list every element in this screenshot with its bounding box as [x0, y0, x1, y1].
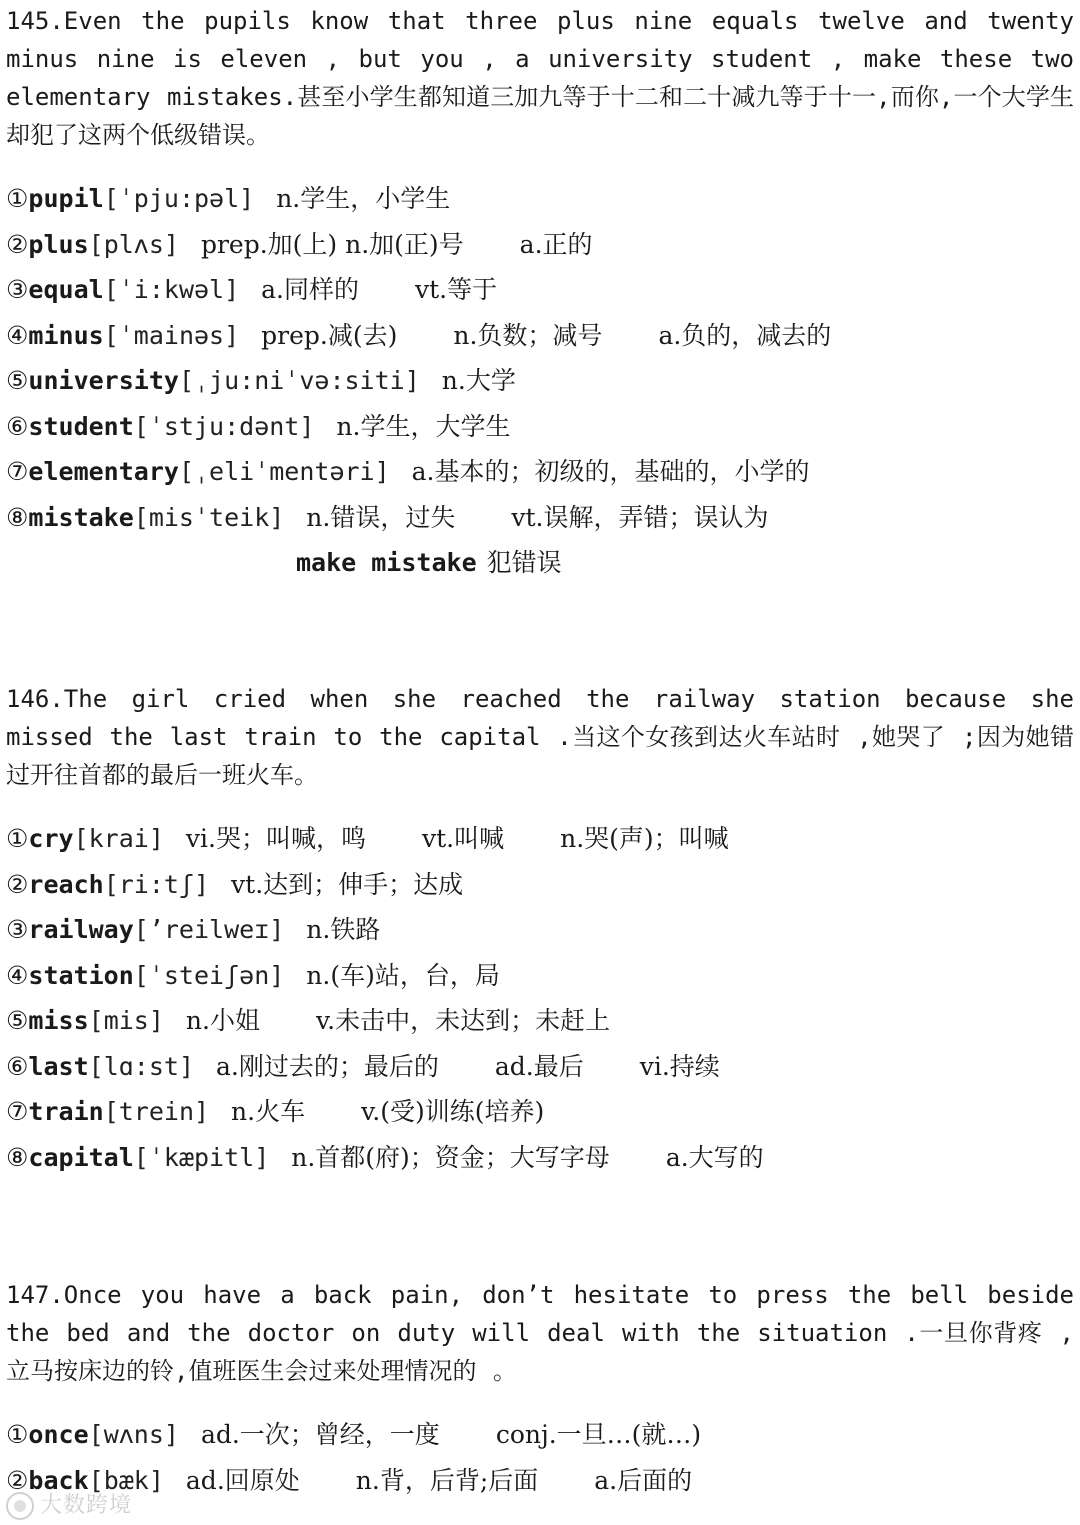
item-number: ⑦ — [6, 1097, 29, 1126]
vocab-row — [6, 953, 1074, 999]
phonetic: [wʌns] — [88, 1420, 179, 1449]
vocab-row — [6, 1044, 1074, 1090]
vocab-word: miss — [28, 1006, 89, 1035]
vocab-word: cry — [28, 824, 74, 853]
item-number: ① — [6, 824, 29, 853]
vocab-word: plus — [28, 229, 89, 259]
definition: prep.减(去) — [261, 320, 398, 350]
definition: ad.最后 — [494, 1051, 584, 1081]
definition: vt.误解，弄错；误认为 — [511, 502, 769, 532]
phonetic: [’reilweɪ] — [133, 915, 285, 944]
definition: ad.一次；曾经，一度 — [200, 1420, 440, 1449]
definition: a.大写的 — [665, 1142, 764, 1172]
definition: v.未击中，未达到；未赶上 — [315, 1006, 611, 1035]
vocab-row — [6, 495, 1074, 541]
phonetic: [ˈstju:dənt] — [133, 411, 315, 441]
entry-146 — [6, 680, 1074, 1180]
definition: vt.达到；伸手；达成 — [231, 869, 464, 899]
phonetic: [ˈsteiʃən] — [133, 960, 285, 990]
watermark — [6, 1488, 132, 1520]
vocab-word: elementary — [28, 457, 179, 486]
phonetic: [ˈi:kwəl] — [103, 275, 240, 304]
example-sentence: 147.Once you have a back pain, don’t hesitate to press the bell beside the bed and the doctor on duty will deal with the situation .一旦你背疼 ,立马按床边的铃,值班医生会过来处理情况的 。 — [6, 1281, 1074, 1385]
definition: n.首都(府)；资金；大写字母 — [291, 1142, 610, 1172]
vocab-word: equal — [28, 275, 104, 304]
definition: n.大学 — [441, 366, 516, 395]
vocab-word: railway — [28, 915, 134, 944]
item-number: ⑦ — [6, 457, 29, 486]
item-number: ⑧ — [6, 502, 29, 532]
vocab-row — [6, 1412, 1074, 1458]
vocab-row — [6, 222, 1074, 268]
vocab-list — [6, 816, 1074, 1180]
vocab-word: back — [28, 1465, 89, 1495]
item-number: ④ — [6, 320, 29, 350]
item-number: ② — [6, 869, 29, 899]
vocab-word: minus — [28, 320, 104, 350]
item-number: ⑥ — [6, 1051, 29, 1081]
vocab-row — [6, 816, 1074, 862]
vocab-row — [6, 998, 1074, 1044]
example-sentence: 146.The girl cried when she reached the railway station because she missed the last train to the capital .当这个女孩到达火车站时 ,她哭了 ;因为她错过开往首都的最后一班火车。 — [6, 685, 1074, 789]
item-number: ③ — [6, 915, 29, 944]
vocab-row — [6, 1458, 1074, 1504]
vocab-list — [6, 1412, 1074, 1503]
vocab-row — [6, 1089, 1074, 1135]
vocab-row — [6, 267, 1074, 313]
vocab-word: once — [28, 1420, 89, 1449]
vocab-word: station — [28, 960, 134, 990]
definition: v.(受)训练(培养) — [361, 1097, 545, 1126]
phonetic: [ˈkæpitl] — [133, 1142, 270, 1172]
phonetic: [lɑ:st] — [88, 1051, 194, 1081]
definition: a.正的 — [519, 229, 593, 259]
watermark-logo-icon — [6, 1492, 34, 1520]
phonetic: [mis] — [88, 1006, 164, 1035]
definition: n.背，后背;后面 — [355, 1465, 539, 1495]
definition: ad.回原处 — [185, 1465, 300, 1495]
definition: vi.持续 — [639, 1051, 720, 1081]
definition: n.(车)站，台，局 — [306, 960, 500, 990]
definition: n.学生，小学生 — [276, 184, 451, 213]
phonetic: [krai] — [73, 824, 164, 853]
definition: vi.哭；叫喊，鸣 — [185, 824, 366, 853]
item-number: ③ — [6, 275, 29, 304]
definition: a.刚过去的；最后的 — [216, 1051, 439, 1081]
item-number: ⑤ — [6, 1006, 29, 1035]
item-number: ② — [6, 229, 29, 259]
phrase-english: make mistake — [296, 548, 477, 577]
vocab-word: student — [28, 411, 134, 441]
item-number: ⑤ — [6, 366, 29, 395]
definition: vt.叫喊 — [421, 824, 505, 853]
item-number: ⑧ — [6, 1142, 29, 1172]
definition: n.学生，大学生 — [336, 411, 511, 441]
example-sentence: 145.Even the pupils know that three plus nine equals twelve and twenty minus nine is eleven , but you , a university student , make these two elementary mistakes.甚至小学生都知道三加九等于十二和二十减九等于十一,而你,一个大学生却犯了这两个低级错误。 — [6, 7, 1074, 149]
definition: vt.等于 — [415, 275, 498, 304]
vocab-word: train — [28, 1097, 104, 1126]
watermark-text: 大数跨境 — [40, 1493, 133, 1518]
entry-145 — [6, 2, 1074, 586]
item-number: ① — [6, 1420, 29, 1449]
phonetic: [ˌeliˈmentəri] — [178, 457, 390, 486]
definition: a.负的，减去的 — [658, 320, 832, 350]
entry-147 — [6, 1276, 1074, 1503]
vocab-word: university — [28, 366, 179, 395]
vocab-word: reach — [28, 869, 104, 899]
definition: prep.加(上) n.加(正)号 — [200, 229, 464, 259]
vocab-word: capital — [28, 1142, 134, 1172]
vocab-row — [6, 1135, 1074, 1181]
vocab-word: pupil — [28, 184, 104, 213]
definition: n.小姐 — [185, 1006, 260, 1035]
phonetic: [ˈpju:pəl] — [103, 184, 255, 213]
phrase-chinese: 犯错误 — [486, 548, 562, 577]
item-number: ① — [6, 184, 29, 213]
item-number: ⑥ — [6, 411, 29, 441]
vocab-list — [6, 176, 1074, 586]
phonetic: [ˈmainəs] — [103, 320, 240, 350]
definition: a.后面的 — [594, 1465, 693, 1495]
phonetic: [bæk] — [88, 1465, 164, 1495]
vocab-row — [6, 358, 1074, 404]
definition: a.基本的；初级的，基础的，小学的 — [411, 457, 810, 486]
definition: n.火车 — [231, 1097, 306, 1126]
phrase-row — [6, 540, 1074, 586]
item-number: ② — [6, 1465, 29, 1495]
vocab-word: mistake — [28, 502, 134, 532]
vocab-word: last — [28, 1051, 89, 1081]
vocab-row — [6, 313, 1074, 359]
definition: n.铁路 — [306, 915, 381, 944]
definition: conj.一旦…(就…) — [495, 1420, 702, 1449]
vocab-row — [6, 176, 1074, 222]
definition: a.同样的 — [261, 275, 360, 304]
phonetic: [ri:tʃ] — [103, 869, 210, 899]
vocab-row — [6, 449, 1074, 495]
definition: n.哭(声)；叫喊 — [560, 824, 729, 853]
item-number: ④ — [6, 960, 29, 990]
definition: n.错误，过失 — [306, 502, 456, 532]
phonetic: [plʌs] — [88, 229, 179, 259]
vocab-row — [6, 907, 1074, 953]
phonetic: [misˈteik] — [133, 502, 285, 532]
vocab-row — [6, 862, 1074, 908]
phonetic: [ˌju:niˈvə:siti] — [178, 366, 420, 395]
definition: n.负数；减号 — [453, 320, 603, 350]
phonetic: [trein] — [103, 1097, 210, 1126]
vocab-row — [6, 404, 1074, 450]
